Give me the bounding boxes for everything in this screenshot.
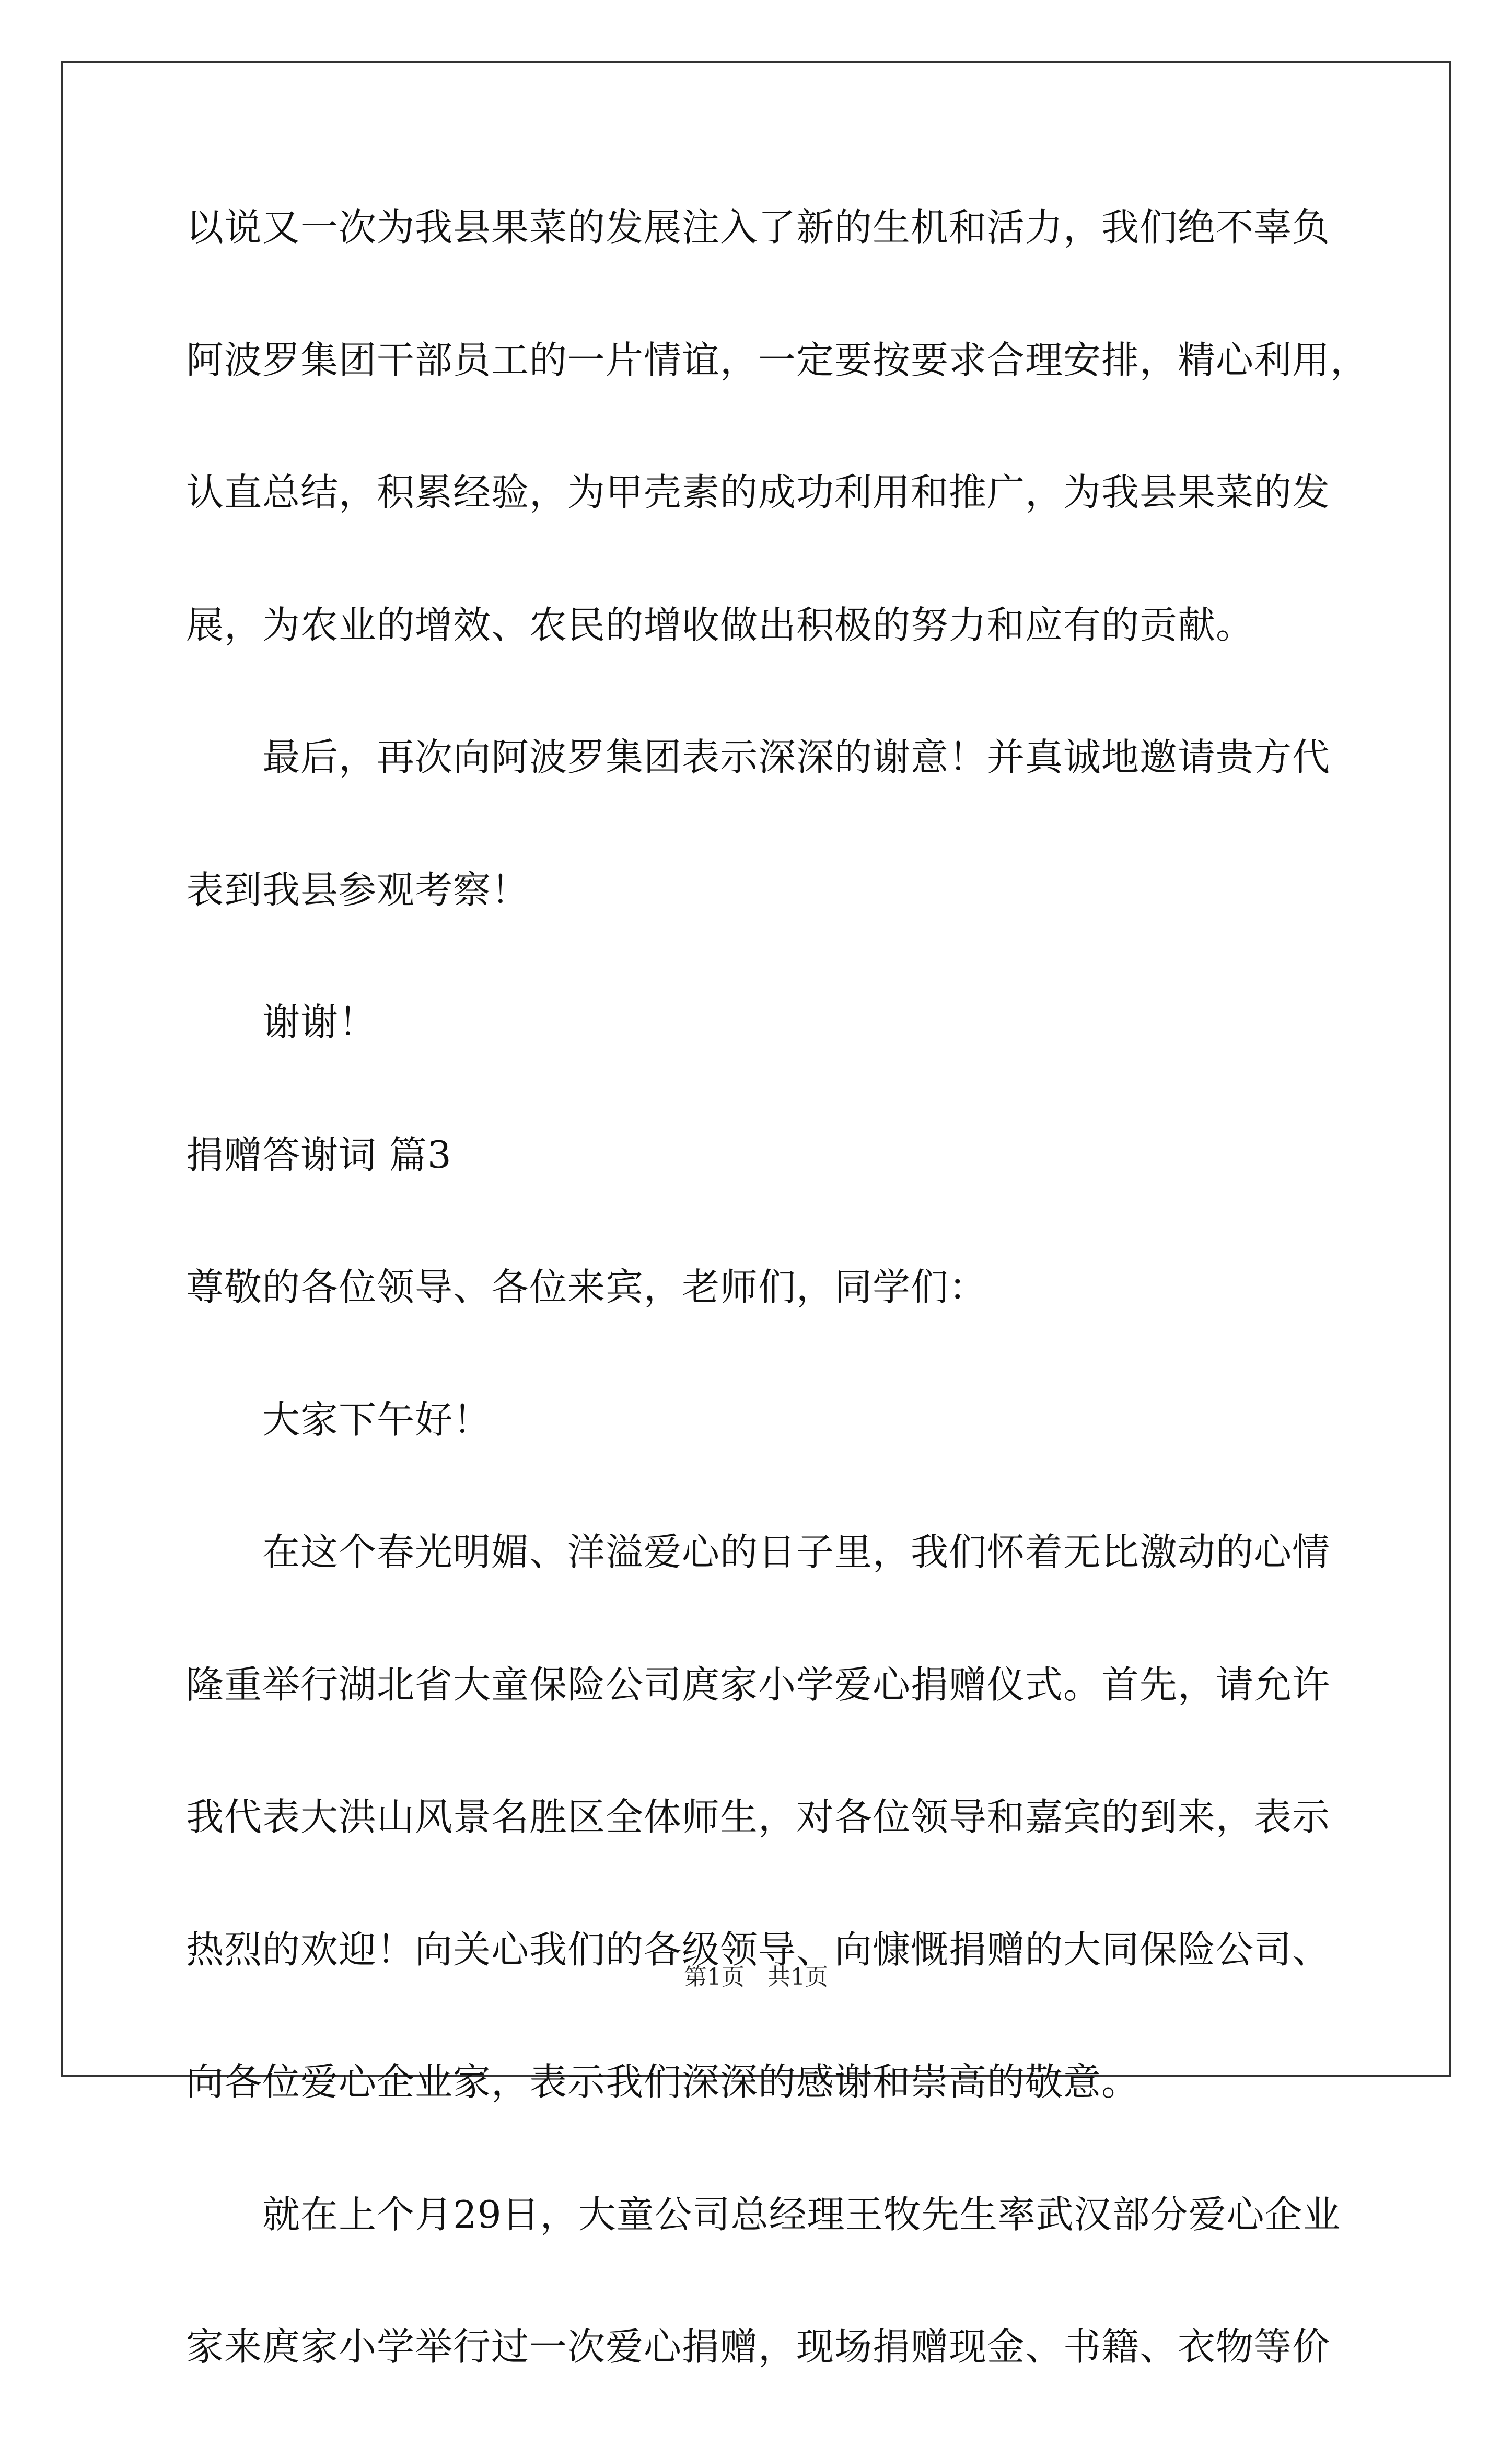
text-line: 在这个春光明媚、洋溢爱心的日子里，我们怀着无比激动的心情 [262, 1530, 1331, 1574]
text-line: 认直总结，积累经验，为甲壳素的成功利用和推广，为我县果菜的发 [186, 470, 1331, 514]
text-line: 隆重举行湖北省大童保险公司庹家小学爱心捐赠仪式。首先，请允许 [186, 1662, 1331, 1707]
text-line: 展，为农业的增效、农民的增收做出积极的努力和应有的贡献。 [186, 603, 1254, 647]
text-line: 以说又一次为我县果菜的发展注入了新的生机和活力，我们绝不辜负 [186, 205, 1331, 249]
text-line: 家来庹家小学举行过一次爱心捐赠，现场捐赠现金、书籍、衣物等价 [186, 2325, 1331, 2369]
text-line: 谢谢！ [262, 1000, 377, 1044]
page-footer: 第1页 共1页 [684, 1964, 828, 1990]
text-line: 我代表大洪山风景名胜区全体师生，对各位领导和嘉宾的到来，表示 [186, 1795, 1331, 1839]
text-line: 表到我县参观考察！ [186, 867, 530, 912]
salutation: 尊敬的各位领导、各位来宾，老师们，同学们： [186, 1265, 987, 1309]
text-line: 热烈的欢迎！向关心我们的各级领导、向慷慨捐赠的大同保险公司、 [186, 1927, 1331, 1972]
document-body [186, 204, 1369, 2456]
text-line: 向各位爱心企业家，表示我们深深的感谢和崇高的敬意。 [186, 2060, 1140, 2104]
text-line: 就在上个月29日，大童公司总经理王牧先生率武汉部分爱心企业 [262, 2192, 1341, 2237]
text-line: 最后，再次向阿波罗集团表示深深的谢意！并真诚地邀请贵方代 [262, 735, 1331, 779]
section-heading: 捐赠答谢词 篇3 [186, 1132, 452, 1177]
text-line: 阿波罗集团干部员工的一片情谊，一定要按要求合理安排，精心利用， [186, 338, 1369, 382]
greeting: 大家下午好！ [262, 1397, 492, 1442]
